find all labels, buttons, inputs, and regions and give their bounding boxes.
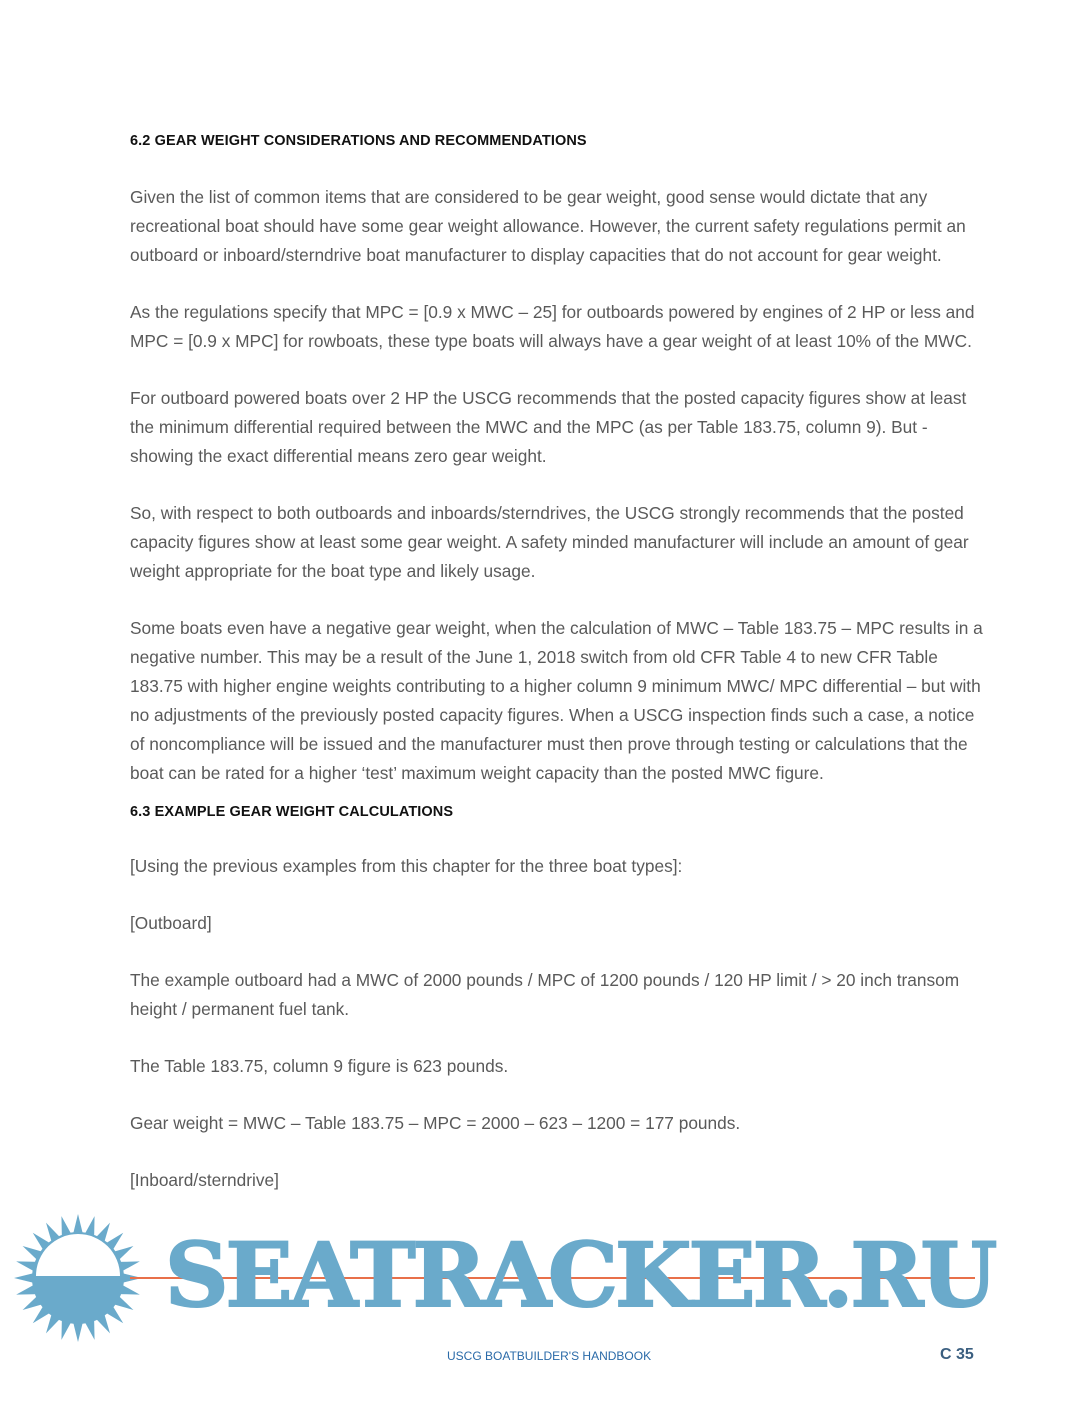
paragraph: For outboard powered boats over 2 HP the USCG recommends that the posted capacity figures show at least the minimum differential required between the MWC and the MPC (as per Table 183.75, column 9). But - showing the exact differential means zero gear weight.: [130, 388, 967, 466]
section-heading-6-2: 6.2 GEAR WEIGHT CONSIDERATIONS AND RECOMMENDATIONS: [130, 133, 587, 149]
paragraph: So, with respect to both outboards and inboards/sterndrives, the USCG strongly recommends that the posted capacity figures show at least some gear weight. A safety minded manufacturer will include an amount of gear weight appropriate for the boat type and likely usage.: [130, 503, 969, 581]
paragraph: [Inboard/sterndrive]: [130, 1170, 279, 1190]
watermark-zone: [0, 1213, 1080, 1343]
paragraph: [Outboard]: [130, 913, 212, 933]
paragraph: Some boats even have a negative gear weight, when the calculation of MWC – Table 183.75 – MPC results in a negative number. This may be a result of the June 1, 2018 switch from old CFR Table 4 to new CFR Table 183.75 with higher engine weights contributing to a higher column 9 minimum MWC/ MPC differential – but with no adjustments of the previously posted capacity figures. When a USCG inspection finds such a case, a notice of noncompliance will be issued and the manufacturer must then prove through testing or calculations that the boat can be rated for a higher ‘test’ maximum weight capacity than the posted MWC figure.: [130, 618, 983, 783]
footer-title: USCG BOATBUILDER'S HANDBOOK: [447, 1349, 652, 1363]
paragraph: The Table 183.75, column 9 figure is 623 pounds.: [130, 1056, 509, 1076]
paragraph: Given the list of common items that are considered to be gear weight, good sense would dictate that any recreational boat should have some gear weight allowance. However, the current safety regulations permit an outboard or inboard/sterndrive boat manufacturer to display capacities that do not account for gear weight.: [130, 187, 966, 265]
paragraph: [Using the previous examples from this chapter for the three boat types]:: [130, 856, 683, 876]
paragraph: Gear weight = MWC – Table 183.75 – MPC = 2000 – 623 – 1200 = 177 pounds.: [130, 1113, 741, 1133]
section-heading-6-3: 6.3 EXAMPLE GEAR WEIGHT CALCULATIONS: [130, 804, 454, 820]
paragraph: As the regulations specify that MPC = [0.9 x MWC – 25] for outboards powered by engines of 2 HP or less and MPC = [0.9 x MPC] for rowboats, these type boats will always have a gear weight of at least 10% of the MWC.: [130, 302, 975, 351]
footer: [0, 1343, 1080, 1379]
watermark-text: SEATRACKER.RU: [165, 1223, 995, 1327]
paragraph: The example outboard had a MWC of 2000 pounds / MPC of 1200 pounds / 120 HP limit / > 20 inch transom height / permanent fuel tank.: [130, 970, 960, 1019]
page-number: C 35: [940, 1346, 974, 1363]
